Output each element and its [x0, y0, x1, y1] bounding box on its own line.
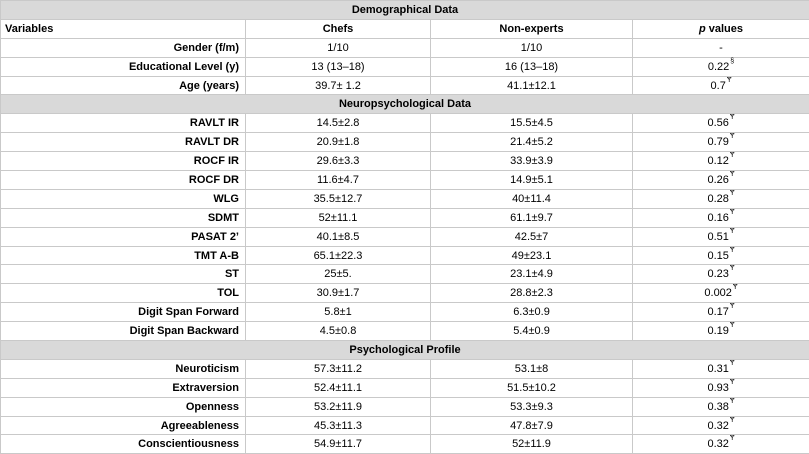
chefs-value: 53.2±11.9 [246, 397, 431, 416]
nonexperts-value: 51.5±10.2 [431, 378, 633, 397]
p-value: 0.79 [707, 136, 729, 149]
table-row [1, 359, 809, 378]
p-value: 0.19 [707, 325, 729, 338]
chefs-value: 4.5±0.8 [246, 322, 431, 341]
nonexperts-value: 23.1±4.9 [431, 265, 633, 284]
chefs-value: 39.7± 1.2 [246, 76, 431, 95]
chefs-value: 45.3±11.3 [246, 416, 431, 435]
p-value: 0.7 [710, 79, 726, 92]
table-row [1, 114, 809, 133]
row-label: TMT A-B [1, 246, 246, 265]
nonexperts-value: 52±11.9 [431, 435, 633, 454]
header-variables: Variables [1, 19, 246, 38]
nonexperts-value: 28.8±2.3 [431, 284, 633, 303]
row-label: Age (years) [1, 76, 246, 95]
chefs-value: 25±5. [246, 265, 431, 284]
chefs-value: 35.5±12.7 [246, 189, 431, 208]
table-row [1, 171, 809, 190]
p-value-cell [633, 303, 809, 322]
p-value: 0.51 [707, 230, 729, 243]
nonexperts-value: 14.9±5.1 [431, 171, 633, 190]
p-value: 0.26 [707, 173, 729, 186]
nonexperts-value: 21.4±5.2 [431, 133, 633, 152]
p-value-cell [633, 189, 809, 208]
p-value-footnote-mark: Ɏ [729, 152, 735, 160]
chefs-value: 11.6±4.7 [246, 171, 431, 190]
p-value-cell [633, 378, 809, 397]
p-value-cell [633, 114, 809, 133]
p-value: 0.28 [707, 192, 729, 205]
nonexperts-value: 41.1±12.1 [431, 76, 633, 95]
table-row [1, 152, 809, 171]
chefs-value: 29.6±3.3 [246, 152, 431, 171]
nonexperts-value: 47.8±7.9 [431, 416, 633, 435]
table-row [1, 416, 809, 435]
chefs-value: 52.4±11.1 [246, 378, 431, 397]
p-value-footnote-mark: Ɏ [729, 189, 735, 197]
p-value: 0.32 [707, 438, 729, 451]
p-value-footnote-mark: Ɏ [729, 378, 735, 386]
row-label: Neuroticism [1, 359, 246, 378]
p-value-cell [633, 171, 809, 190]
p-value: 0.17 [707, 306, 729, 319]
p-value: - [719, 41, 723, 54]
section-row [1, 341, 809, 360]
row-label: RAVLT IR [1, 114, 246, 133]
table-row [1, 208, 809, 227]
p-value: 0.22 [707, 60, 730, 73]
p-value-cell [633, 397, 809, 416]
table-row [1, 435, 809, 454]
p-value-cell [633, 284, 809, 303]
nonexperts-value: 40±11.4 [431, 189, 633, 208]
p-value: 0.23 [707, 268, 729, 281]
p-value-footnote-mark: Ɏ [729, 246, 735, 254]
section-row [1, 95, 809, 114]
nonexperts-value: 33.9±3.9 [431, 152, 633, 171]
p-value-cell [633, 152, 809, 171]
chefs-value: 52±11.1 [246, 208, 431, 227]
table-row [1, 265, 809, 284]
p-value-cell [633, 416, 809, 435]
table-row [1, 303, 809, 322]
section-title-demographic: Demographical Data [1, 1, 809, 20]
row-label: PASAT 2’ [1, 227, 246, 246]
header-p-values [633, 19, 809, 38]
row-label: ROCF IR [1, 152, 246, 171]
row-label: Conscientiousness [1, 435, 246, 454]
section-row [1, 1, 809, 20]
table-row [1, 76, 809, 95]
row-label: RAVLT DR [1, 133, 246, 152]
chefs-value: 40.1±8.5 [246, 227, 431, 246]
row-label: WLG [1, 189, 246, 208]
p-value-footnote-mark: Ɏ [729, 114, 735, 122]
chefs-value: 65.1±22.3 [246, 246, 431, 265]
nonexperts-value: 6.3±0.9 [431, 303, 633, 322]
p-value-cell [633, 322, 809, 341]
row-label: ST [1, 265, 246, 284]
table-row [1, 397, 809, 416]
chefs-value: 20.9±1.8 [246, 133, 431, 152]
chefs-value: 30.9±1.7 [246, 284, 431, 303]
row-label: Extraversion [1, 378, 246, 397]
table-row [1, 38, 809, 57]
nonexperts-value: 1/10 [431, 38, 633, 57]
row-label: TOL [1, 284, 246, 303]
nonexperts-value: 5.4±0.9 [431, 322, 633, 341]
table-row [1, 57, 809, 76]
row-label: Digit Span Backward [1, 322, 246, 341]
row-label: ROCF DR [1, 171, 246, 190]
section-title-psych: Psychological Profile [1, 341, 809, 360]
p-value: 0.38 [707, 400, 729, 413]
header-chefs: Chefs [246, 19, 431, 38]
table-row [1, 322, 809, 341]
p-value-cell [633, 246, 809, 265]
p-value-footnote-mark: Ɏ [729, 227, 735, 235]
p-value-cell [633, 133, 809, 152]
p-value-footnote-mark: Ɏ [729, 416, 735, 424]
p-value-cell [633, 208, 809, 227]
p-value-footnote-mark: Ɏ [729, 208, 735, 216]
p-value-cell [633, 227, 809, 246]
p-value-footnote-mark: Ɏ [729, 303, 735, 311]
p-value-cell [633, 76, 809, 95]
p-value: 0.93 [707, 381, 729, 394]
p-value-footnote-mark: Ɏ [729, 397, 735, 405]
row-label: Gender (f/m) [1, 38, 246, 57]
p-value: 0.12 [707, 155, 729, 168]
p-value-cell [633, 435, 809, 454]
nonexperts-value: 15.5±4.5 [431, 114, 633, 133]
p-value-footnote-mark: Ɏ [729, 170, 735, 178]
table-row [1, 378, 809, 397]
table-row [1, 189, 809, 208]
p-value-footnote-mark: § [730, 57, 735, 65]
row-label: Openness [1, 397, 246, 416]
p-value-footnote-mark: Ɏ [729, 322, 735, 330]
p-value: 0.56 [707, 117, 729, 130]
nonexperts-value: 53.1±8 [431, 359, 633, 378]
chefs-value: 14.5±2.8 [246, 114, 431, 133]
p-value-footnote-mark: Ɏ [726, 76, 732, 84]
p-value-footnote-mark: Ɏ [729, 133, 735, 141]
header-p-italic: p [698, 22, 706, 35]
nonexperts-value: 49±23.1 [431, 246, 633, 265]
table-row [1, 133, 809, 152]
chefs-value: 5.8±1 [246, 303, 431, 322]
table-row [1, 246, 809, 265]
section-title-neuro: Neuropsychological Data [1, 95, 809, 114]
p-value-footnote-mark: Ɏ [732, 284, 738, 292]
header-nonexperts: Non-experts [431, 19, 633, 38]
p-value: 0.32 [707, 419, 729, 432]
table-row [1, 227, 809, 246]
p-value: 0.31 [707, 362, 729, 375]
p-value-footnote-mark: Ɏ [729, 359, 735, 367]
p-value-footnote-mark: Ɏ [729, 435, 735, 443]
chefs-value: 54.9±11.7 [246, 435, 431, 454]
p-value-cell [633, 265, 809, 284]
p-value: 0.16 [707, 211, 729, 224]
nonexperts-value: 16 (13–18) [431, 57, 633, 76]
nonexperts-value: 61.1±9.7 [431, 208, 633, 227]
chefs-value: 57.3±11.2 [246, 359, 431, 378]
chefs-value: 13 (13–18) [246, 57, 431, 76]
p-value: 0.002 [704, 287, 732, 300]
chefs-value: 1/10 [246, 38, 431, 57]
row-label: Digit Span Forward [1, 303, 246, 322]
p-value-cell [633, 359, 809, 378]
p-value-footnote-mark: Ɏ [729, 265, 735, 273]
header-p-rest: values [705, 22, 744, 35]
p-value-cell [633, 57, 809, 76]
table-row [1, 284, 809, 303]
p-value: 0.15 [707, 249, 729, 262]
p-value-cell [633, 38, 809, 57]
nonexperts-value: 53.3±9.3 [431, 397, 633, 416]
row-label: Educational Level (y) [1, 57, 246, 76]
header-row [1, 19, 809, 38]
row-label: Agreeableness [1, 416, 246, 435]
nonexperts-value: 42.5±7 [431, 227, 633, 246]
row-label: SDMT [1, 208, 246, 227]
